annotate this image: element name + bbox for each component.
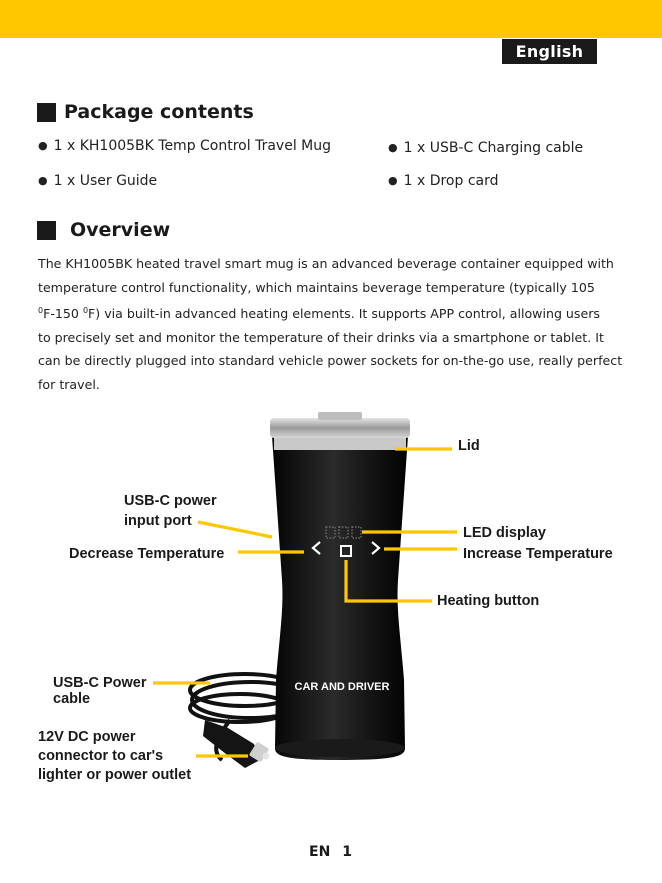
label-usb-port-2: input port [124, 513, 192, 529]
rim [274, 438, 406, 450]
language-badge: English [502, 39, 597, 64]
package-item-guide: ● 1 x User Guide [38, 173, 158, 189]
label-lid: Lid [458, 438, 480, 454]
label-plug-2: connector to car's [38, 748, 164, 764]
bullet-icon: ● [38, 174, 48, 187]
car-plug-icon [203, 720, 270, 768]
page-footer: EN 1 [309, 844, 353, 860]
label-usb-cable-1: USB-C Power [53, 675, 147, 691]
label-heating-button: Heating button [437, 593, 540, 609]
label-plug-1: 12V DC power [38, 729, 136, 745]
label-plug-3: lighter or power outlet [38, 767, 192, 783]
label-led-display: LED display [463, 525, 546, 541]
label-increase-temperature: Increase Temperature [463, 546, 613, 562]
mug [270, 412, 410, 760]
label-decrease-temperature: Decrease Temperature [69, 546, 225, 562]
bullet-icon: ● [388, 141, 398, 154]
bullet-icon: ● [388, 174, 398, 187]
brand-logo: CAR AND DRIVER [294, 681, 390, 693]
package-item-cable: ● 1 x USB-C Charging cable [388, 140, 584, 156]
label-usb-port-1: USB-C power [124, 493, 217, 509]
package-item-drop-card: ● 1 x Drop card [388, 173, 499, 189]
package-item-mug: ● 1 x KH1005BK Temp Control Travel Mug [38, 138, 331, 154]
package-contents-heading: Package contents [37, 101, 254, 123]
overview-heading: Overview [37, 219, 170, 241]
label-usb-cable-2: cable [53, 691, 91, 707]
bullet-icon: ● [38, 139, 48, 152]
overview-paragraph: The KH1005BK heated travel smart mug is an advanced beverage container equipped with temperature control functionality, which maintains beverage temperature (typically 105 $^0$F-150 $^0$F) via built-in advanced heating elements. It supports APP control, allowing users to precisely set and monitor the temperature of their drinks via a smartphone or tablet. It can be directly plugged into standard vehicle power sockets for on-the-go use, really perfect for travel. [38, 256, 623, 392]
lid [270, 418, 410, 438]
page-number: 1 [342, 844, 353, 860]
